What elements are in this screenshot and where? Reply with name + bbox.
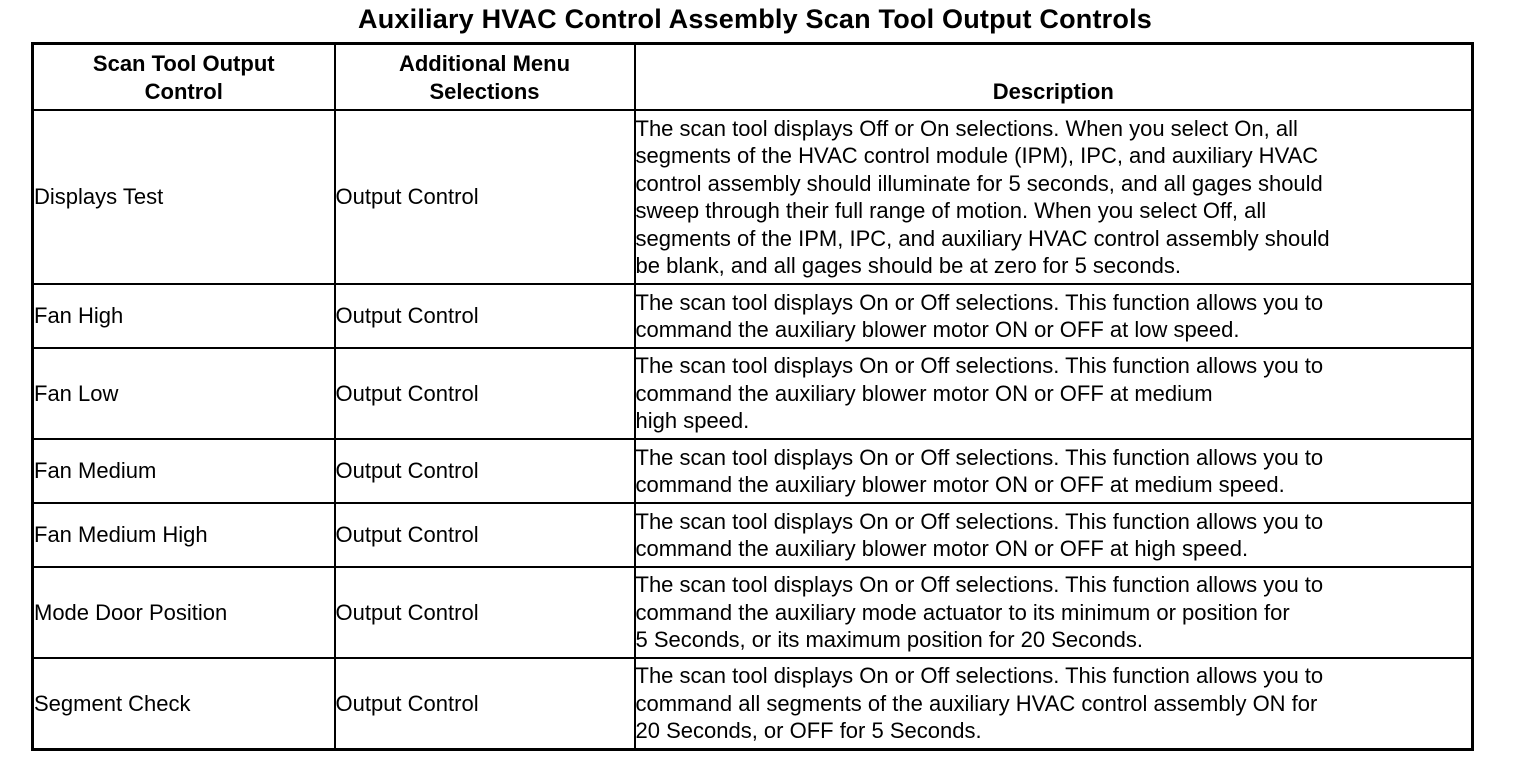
- cell-description: The scan tool displays On or Off selections. This function allows you to command the auxiliary blower motor ON or OFF at medium high speed.: [635, 348, 1473, 439]
- cell-menu-selection: Output Control: [335, 567, 635, 658]
- cell-menu-selection: Output Control: [335, 110, 635, 284]
- cell-menu-selection: Output Control: [335, 284, 635, 348]
- table-row: [33, 110, 1473, 284]
- table-header-row: [33, 44, 1473, 111]
- table-row: [33, 348, 1473, 439]
- cell-control: Fan Low: [33, 348, 335, 439]
- cell-description: The scan tool displays On or Off selections. This function allows you to command the auxiliary blower motor ON or OFF at low speed.: [635, 284, 1473, 348]
- page-title: Auxiliary HVAC Control Assembly Scan Tool Output Controls: [358, 4, 1152, 34]
- cell-description: The scan tool displays On or Off selections. This function allows you to command all segments of the auxiliary HVAC control assembly ON for 20 Seconds, or OFF for 5 Seconds.: [635, 658, 1473, 750]
- output-controls-table: [31, 42, 1474, 751]
- table-row: [33, 503, 1473, 567]
- cell-description: The scan tool displays On or Off selections. This function allows you to command the auxiliary mode actuator to its minimum or position for 5 Seconds, or its maximum position for 20 Seconds.: [635, 567, 1473, 658]
- header-additional-menu-selections: Additional Menu Selections: [335, 44, 635, 111]
- cell-control: Fan Medium: [33, 439, 335, 503]
- cell-control: Fan High: [33, 284, 335, 348]
- cell-control: Fan Medium High: [33, 503, 335, 567]
- table-row: [33, 439, 1473, 503]
- header-scan-tool-output-control: Scan Tool Output Control: [33, 44, 335, 111]
- cell-menu-selection: Output Control: [335, 348, 635, 439]
- cell-menu-selection: Output Control: [335, 658, 635, 750]
- table-row: [33, 284, 1473, 348]
- cell-menu-selection: Output Control: [335, 439, 635, 503]
- cell-control: Displays Test: [33, 110, 335, 284]
- cell-description: The scan tool displays Off or On selections. When you select On, all segments of the HVAC control module (IPM), IPC, and auxiliary HVAC control assembly should illuminate for 5 seconds, and all gages should sweep through their full range of motion. When you select Off, all segments of the IPM, IPC, and auxiliary HVAC control assembly should be blank, and all gages should be at zero for 5 seconds.: [635, 110, 1473, 284]
- cell-description: The scan tool displays On or Off selections. This function allows you to command the auxiliary blower motor ON or OFF at high speed.: [635, 503, 1473, 567]
- header-description: Description: [635, 44, 1473, 111]
- cell-control: Segment Check: [33, 658, 335, 750]
- table-row: [33, 658, 1473, 750]
- cell-menu-selection: Output Control: [335, 503, 635, 567]
- table-row: [33, 567, 1473, 658]
- cell-control: Mode Door Position: [33, 567, 335, 658]
- cell-description: The scan tool displays On or Off selections. This function allows you to command the auxiliary blower motor ON or OFF at medium speed.: [635, 439, 1473, 503]
